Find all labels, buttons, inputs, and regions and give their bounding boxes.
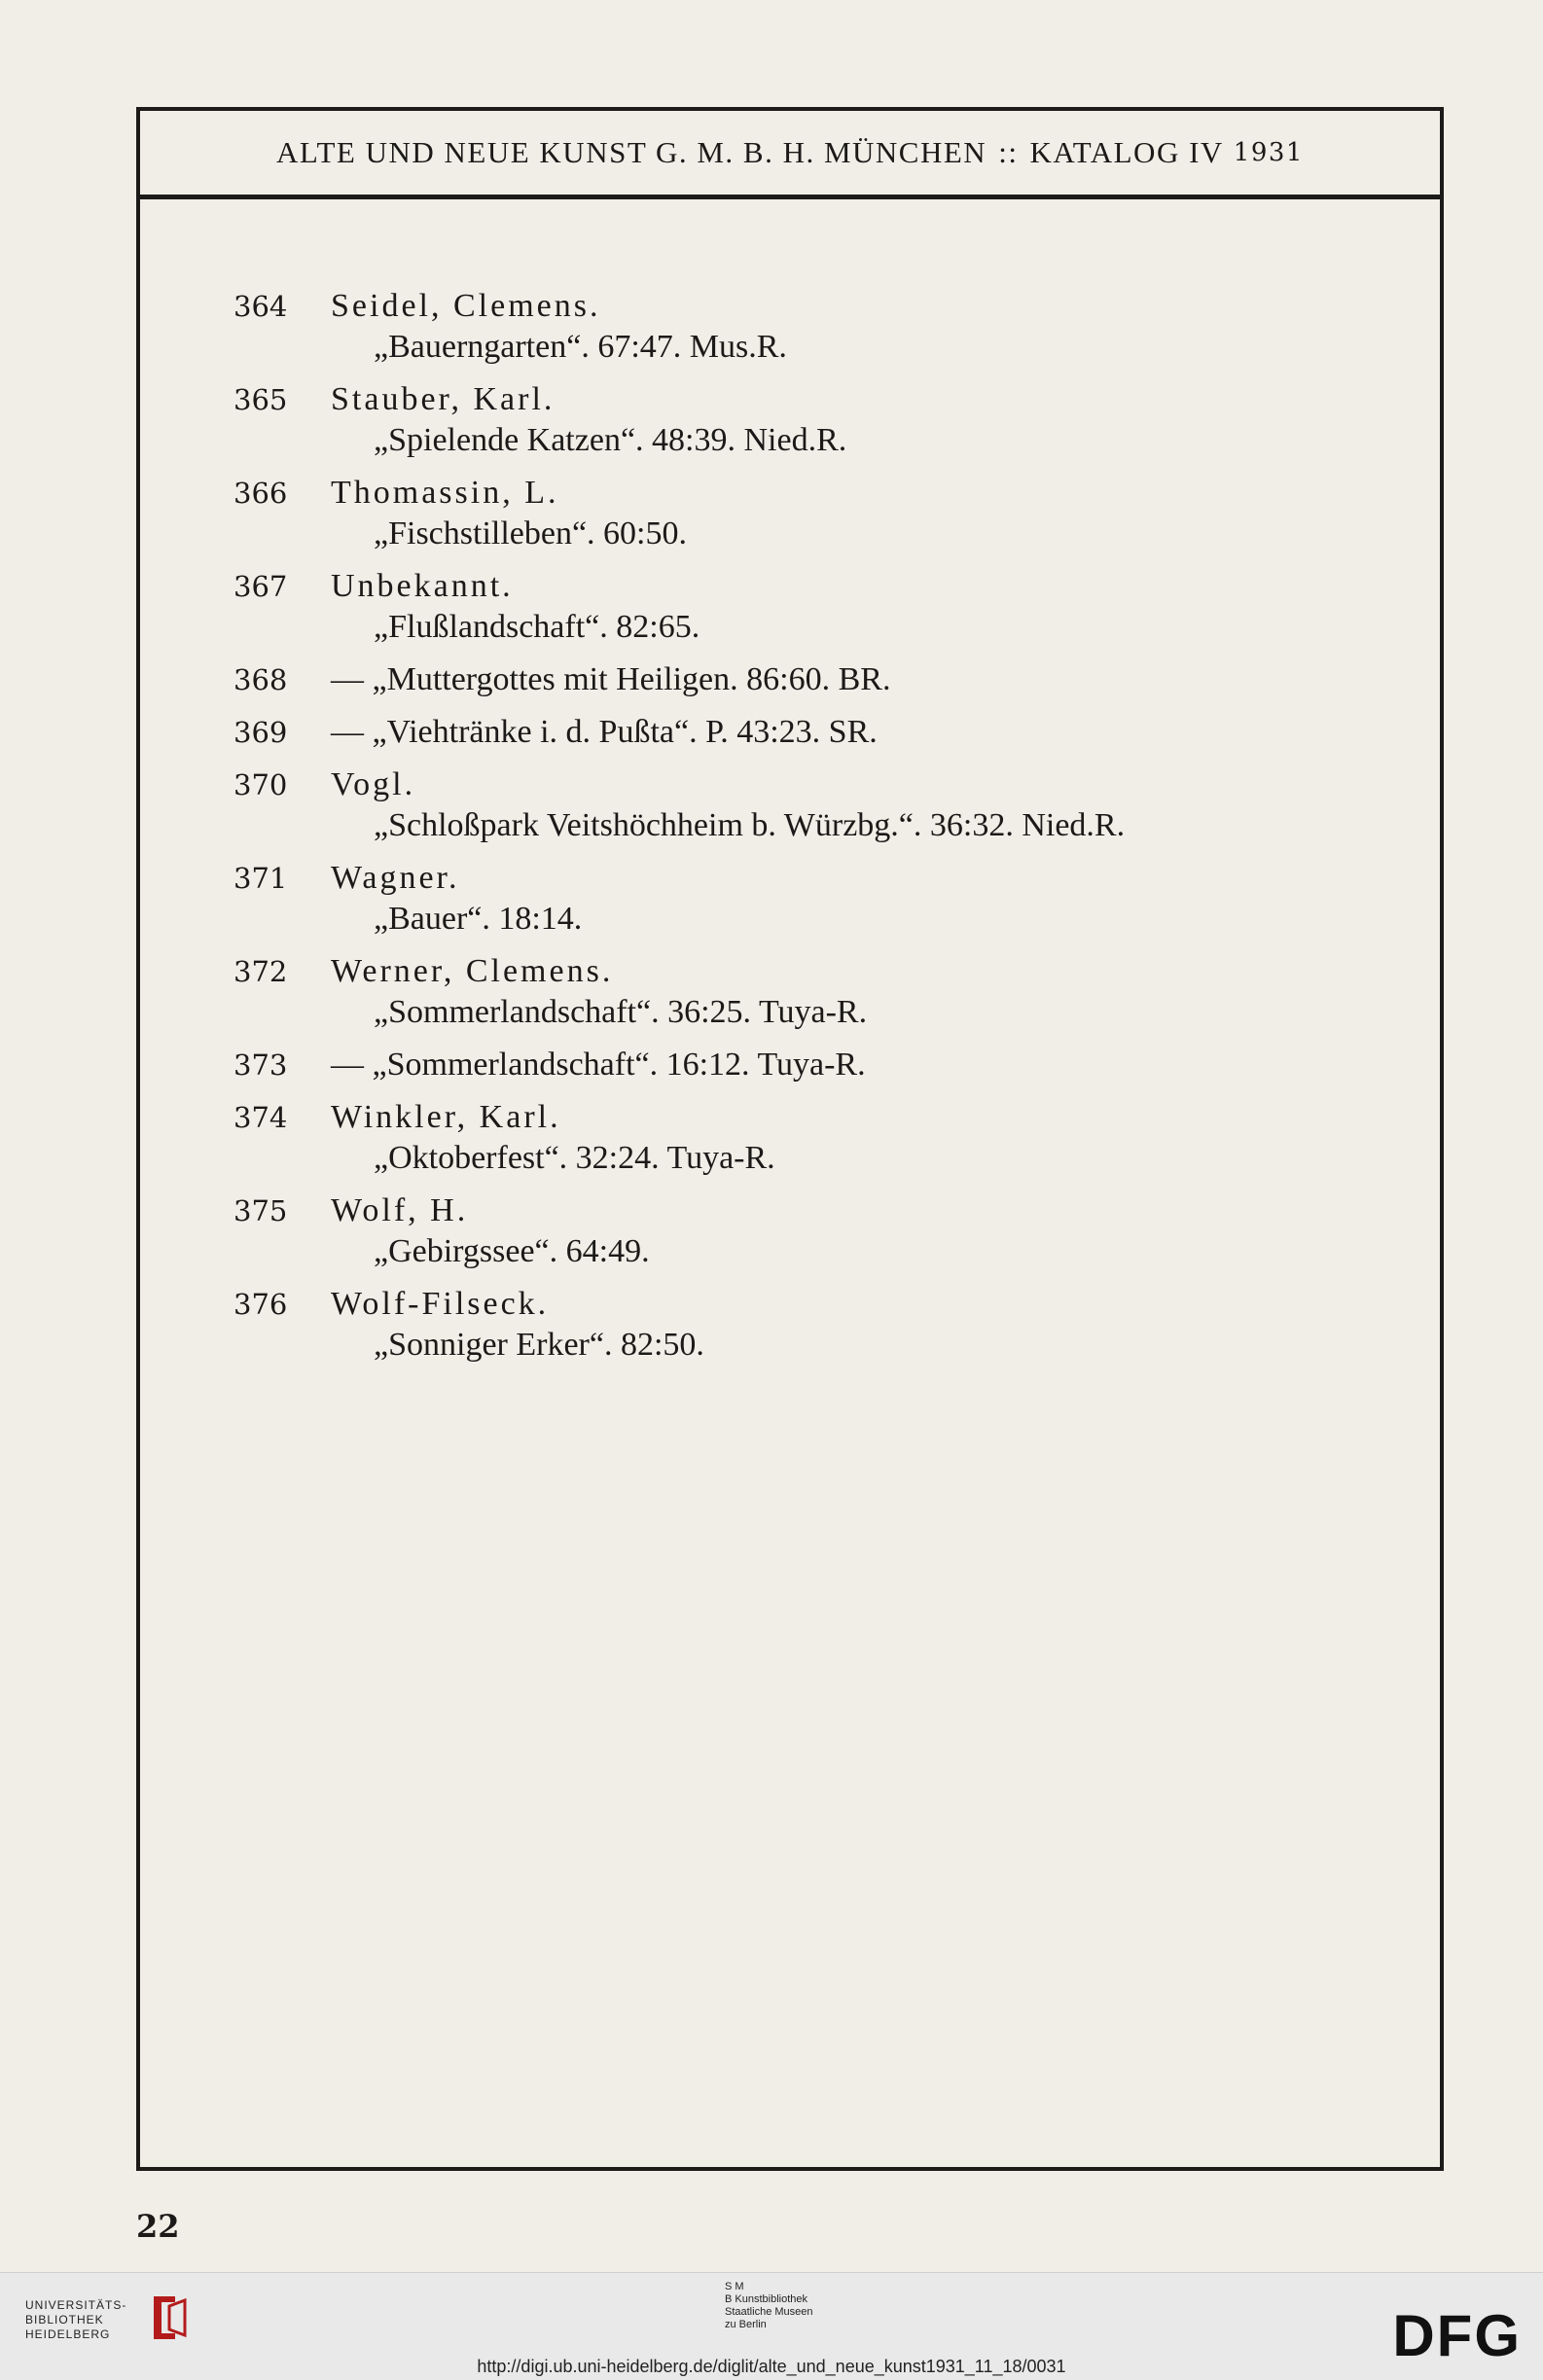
entry-artist: Werner, Clemens. <box>331 953 614 989</box>
entry-number: 368 <box>233 663 288 696</box>
university-logo-icon <box>146 2291 193 2345</box>
entry-inline-title: — „Muttergottes mit Heiligen. 86:60. BR. <box>331 661 891 697</box>
entry-title: „Gebirgssee“. 64:49. <box>374 1233 650 1269</box>
library-line: S M <box>725 2281 744 2292</box>
entry-artist: Thomassin, L. <box>331 475 559 511</box>
digitization-footer <box>0 2272 1543 2380</box>
header-publisher: ALTE UND NEUE KUNST G. M. B. H. MÜNCHEN <box>276 135 987 169</box>
entry-inline-title: — „Viehtränke i. d. Pußta“. P. 43:23. SR. <box>331 714 878 750</box>
catalog-entries <box>233 286 1401 1366</box>
entry-artist: Vogl. <box>331 766 416 802</box>
catalog-entry <box>233 659 1401 700</box>
university-line: BIBLIOTHEK <box>25 2313 104 2327</box>
header-year: 1931 <box>1233 138 1304 167</box>
catalog-entry <box>233 1045 1401 1085</box>
entry-number: 375 <box>233 1194 288 1227</box>
page-header <box>140 111 1440 199</box>
catalog-entry <box>233 712 1401 753</box>
catalog-entry <box>233 858 1401 940</box>
entry-title: „Sommerlandschaft“. 36:25. Tuya-R. <box>374 994 868 1030</box>
catalog-entry <box>233 473 1401 554</box>
entry-artist: Unbekannt. <box>331 568 514 604</box>
entry-title: „Bauerngarten“. 67:47. Mus.R. <box>374 329 787 365</box>
catalog-frame <box>136 107 1444 2171</box>
entry-artist: Wolf-Filseck. <box>331 1286 550 1322</box>
entry-title: „Flußlandschaft“. 82:65. <box>374 609 700 645</box>
catalog-entry <box>233 566 1401 648</box>
entry-number: 376 <box>233 1288 288 1321</box>
entry-title: „Bauer“. 18:14. <box>374 901 583 937</box>
entry-title: „Spielende Katzen“. 48:39. Nied.R. <box>374 422 847 458</box>
entry-artist: Seidel, Clemens. <box>331 288 601 324</box>
page-number: 22 <box>136 2208 180 2245</box>
entry-number: 373 <box>233 1048 288 1082</box>
library-line: B Kunstbibliothek <box>725 2293 807 2305</box>
entry-inline-title: — „Sommerlandschaft“. 16:12. Tuya-R. <box>331 1047 866 1083</box>
entry-number: 370 <box>233 768 288 801</box>
entry-number: 367 <box>233 570 288 603</box>
entry-number: 365 <box>233 383 288 416</box>
entry-number: 374 <box>233 1101 288 1134</box>
source-url-link[interactable]: http://digi.ub.uni-heidelberg.de/diglit/alte_und_neue_kunst1931_11_18/0031 <box>477 2357 1066 2376</box>
header-catalog: KATALOG IV <box>1029 135 1224 169</box>
entry-title: „Fischstilleben“. 60:50. <box>374 515 688 551</box>
university-line: UNIVERSITÄTS- <box>25 2298 127 2312</box>
library-info <box>725 2281 813 2331</box>
entry-number: 364 <box>233 290 288 323</box>
entry-title: „Oktoberfest“. 32:24. Tuya-R. <box>374 1140 775 1176</box>
university-name <box>25 2298 126 2342</box>
entry-number: 369 <box>233 716 288 749</box>
entry-number: 372 <box>233 955 288 988</box>
entry-artist: Wolf, H. <box>331 1192 469 1228</box>
library-line: zu Berlin <box>725 2319 767 2330</box>
entry-artist: Stauber, Karl. <box>331 381 556 417</box>
catalog-entry <box>233 1284 1401 1366</box>
entry-number: 366 <box>233 477 288 510</box>
dfg-logo: DFG <box>1392 2303 1522 2368</box>
catalog-entry <box>233 379 1401 461</box>
catalog-entry <box>233 951 1401 1033</box>
catalog-entry <box>233 286 1401 368</box>
catalog-entry <box>233 1097 1401 1179</box>
entry-title: „Schloßpark Veitshöchheim b. Würzbg.“. 36:32. Nied.R. <box>374 807 1126 843</box>
entry-number: 371 <box>233 862 288 895</box>
entry-title: „Sonniger Erker“. 82:50. <box>374 1327 704 1363</box>
catalog-entry <box>233 764 1401 846</box>
library-line: Staatliche Museen <box>725 2306 813 2318</box>
university-line: HEIDELBERG <box>25 2327 111 2341</box>
entry-artist: Winkler, Karl. <box>331 1099 561 1135</box>
entry-artist: Wagner. <box>331 860 460 896</box>
header-separator: :: <box>998 135 1019 169</box>
catalog-entry <box>233 1190 1401 1272</box>
